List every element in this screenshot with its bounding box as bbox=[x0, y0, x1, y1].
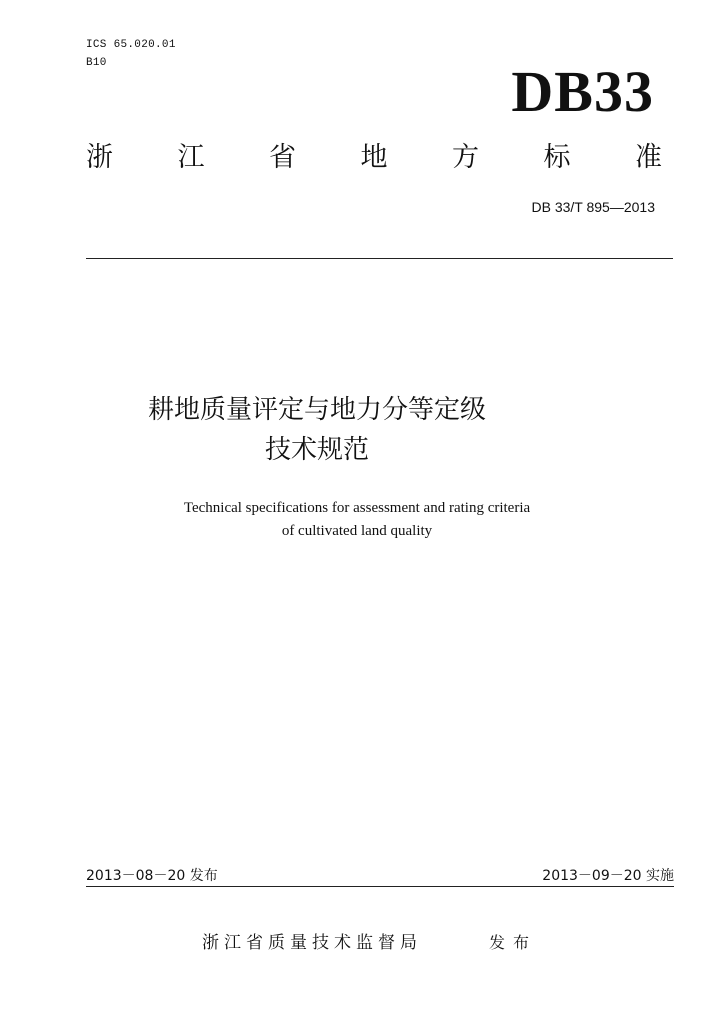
standard-type-char: 方 bbox=[452, 142, 479, 173]
ics-code: ICS 65.020.01 bbox=[86, 39, 176, 51]
standard-type-heading bbox=[86, 140, 662, 176]
issuing-authority: 浙江省质量技术监督局 bbox=[202, 933, 422, 953]
standard-type-char: 标 bbox=[543, 142, 571, 173]
bottom-divider bbox=[86, 886, 674, 887]
standard-number: DB 33/T 895—2013 bbox=[531, 199, 655, 215]
standard-type-char: 准 bbox=[635, 142, 662, 173]
date-row bbox=[86, 867, 674, 885]
chinese-title bbox=[0, 390, 724, 470]
db33-logo: DB33 bbox=[511, 59, 654, 124]
chinese-title-line-2: 技术规范 bbox=[264, 435, 369, 465]
standard-type-char: 地 bbox=[360, 142, 388, 173]
ccs-code: B10 bbox=[86, 57, 107, 69]
issue-label: 发布 bbox=[489, 933, 538, 952]
english-title bbox=[0, 497, 724, 543]
english-title-line-1: Technical specifications for assessment and rating criteria bbox=[183, 500, 531, 516]
top-divider bbox=[86, 258, 673, 259]
chinese-title-line-1: 耕地质量评定与地力分等定级 bbox=[147, 395, 486, 425]
standard-type-char: 江 bbox=[177, 142, 205, 173]
release-date: 2013－08－20 发布 bbox=[86, 868, 218, 884]
english-title-line-2: of cultivated land quality bbox=[281, 523, 433, 539]
standard-type-char: 省 bbox=[269, 142, 296, 173]
implementation-date: 2013－09－20 实施 bbox=[542, 868, 674, 884]
standard-type-char: 浙 bbox=[86, 142, 113, 173]
